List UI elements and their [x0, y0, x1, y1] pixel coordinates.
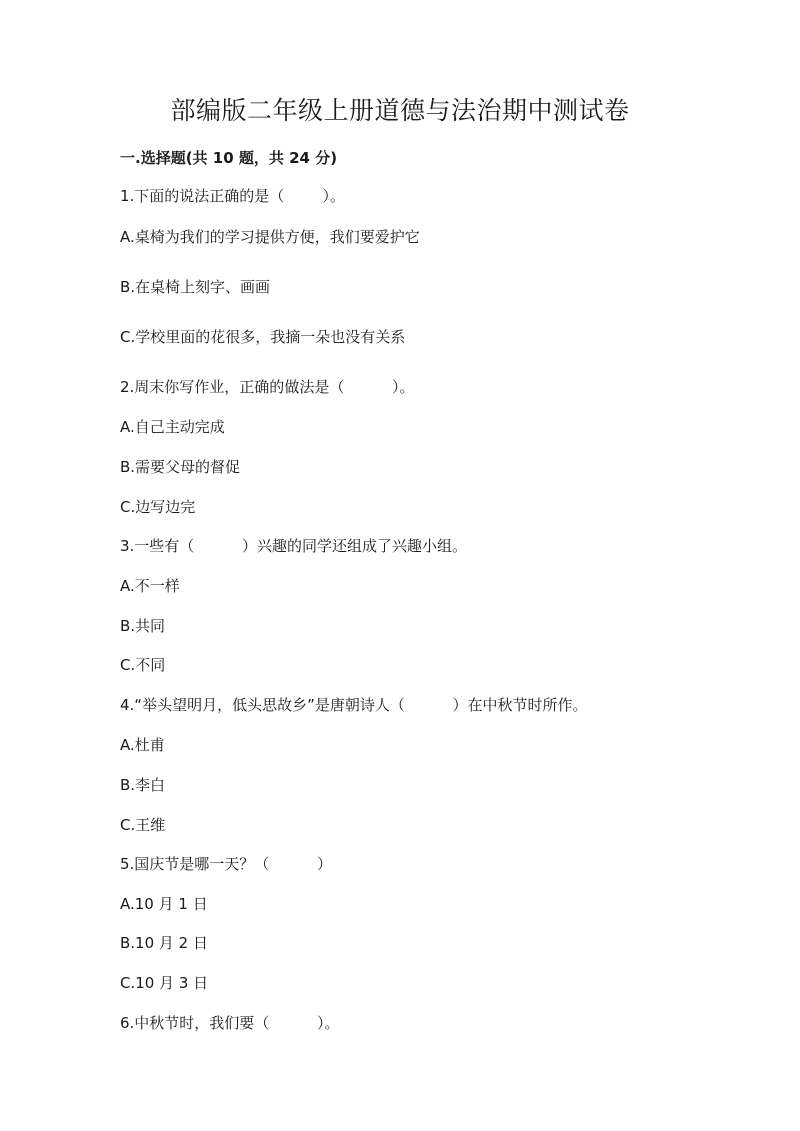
option-item: C.10 月 3 日 [120, 974, 209, 992]
question-stem: 1.下面的说法正确的是（ ）。 [120, 187, 345, 205]
page-title: 部编版二年级上册道德与法治期中测试卷 [170, 96, 630, 125]
section-heading: 一.选择题(共 10 题，共 24 分) [120, 149, 338, 167]
option-item: A.不一样 [120, 577, 180, 595]
question-stem: 5.国庆节是哪一天？（ ） [120, 855, 332, 873]
option-item: B.需要父母的督促 [120, 458, 241, 476]
question-stem: 2.周末你写作业，正确的做法是（ ）。 [120, 378, 415, 396]
question-stem: 6.中秋节时，我们要（ ）。 [120, 1014, 340, 1032]
option-item: C.边写边完 [120, 498, 196, 516]
option-item: B.在桌椅上刻字、画画 [120, 278, 271, 296]
option-item: A.10 月 1 日 [120, 895, 208, 913]
option-item: C.学校里面的花很多，我摘一朵也没有关系 [120, 328, 406, 346]
option-item: A.自己主动完成 [120, 418, 225, 436]
question-stem: 3.一些有（ ）兴趣的同学还组成了兴趣小组。 [120, 537, 467, 555]
question-stem: 4.“举头望明月，低头思故乡”是唐朝诗人（ ）在中秋节时所作。 [120, 696, 588, 714]
option-item: B.共同 [120, 617, 166, 635]
option-item: C.王维 [120, 816, 166, 834]
option-item: A.杜甫 [120, 736, 165, 754]
option-item: B.李白 [120, 776, 166, 794]
option-item: B.10 月 2 日 [120, 934, 208, 952]
option-item: C.不同 [120, 656, 166, 674]
option-item: A.桌椅为我们的学习提供方便，我们要爱护它 [120, 228, 420, 246]
